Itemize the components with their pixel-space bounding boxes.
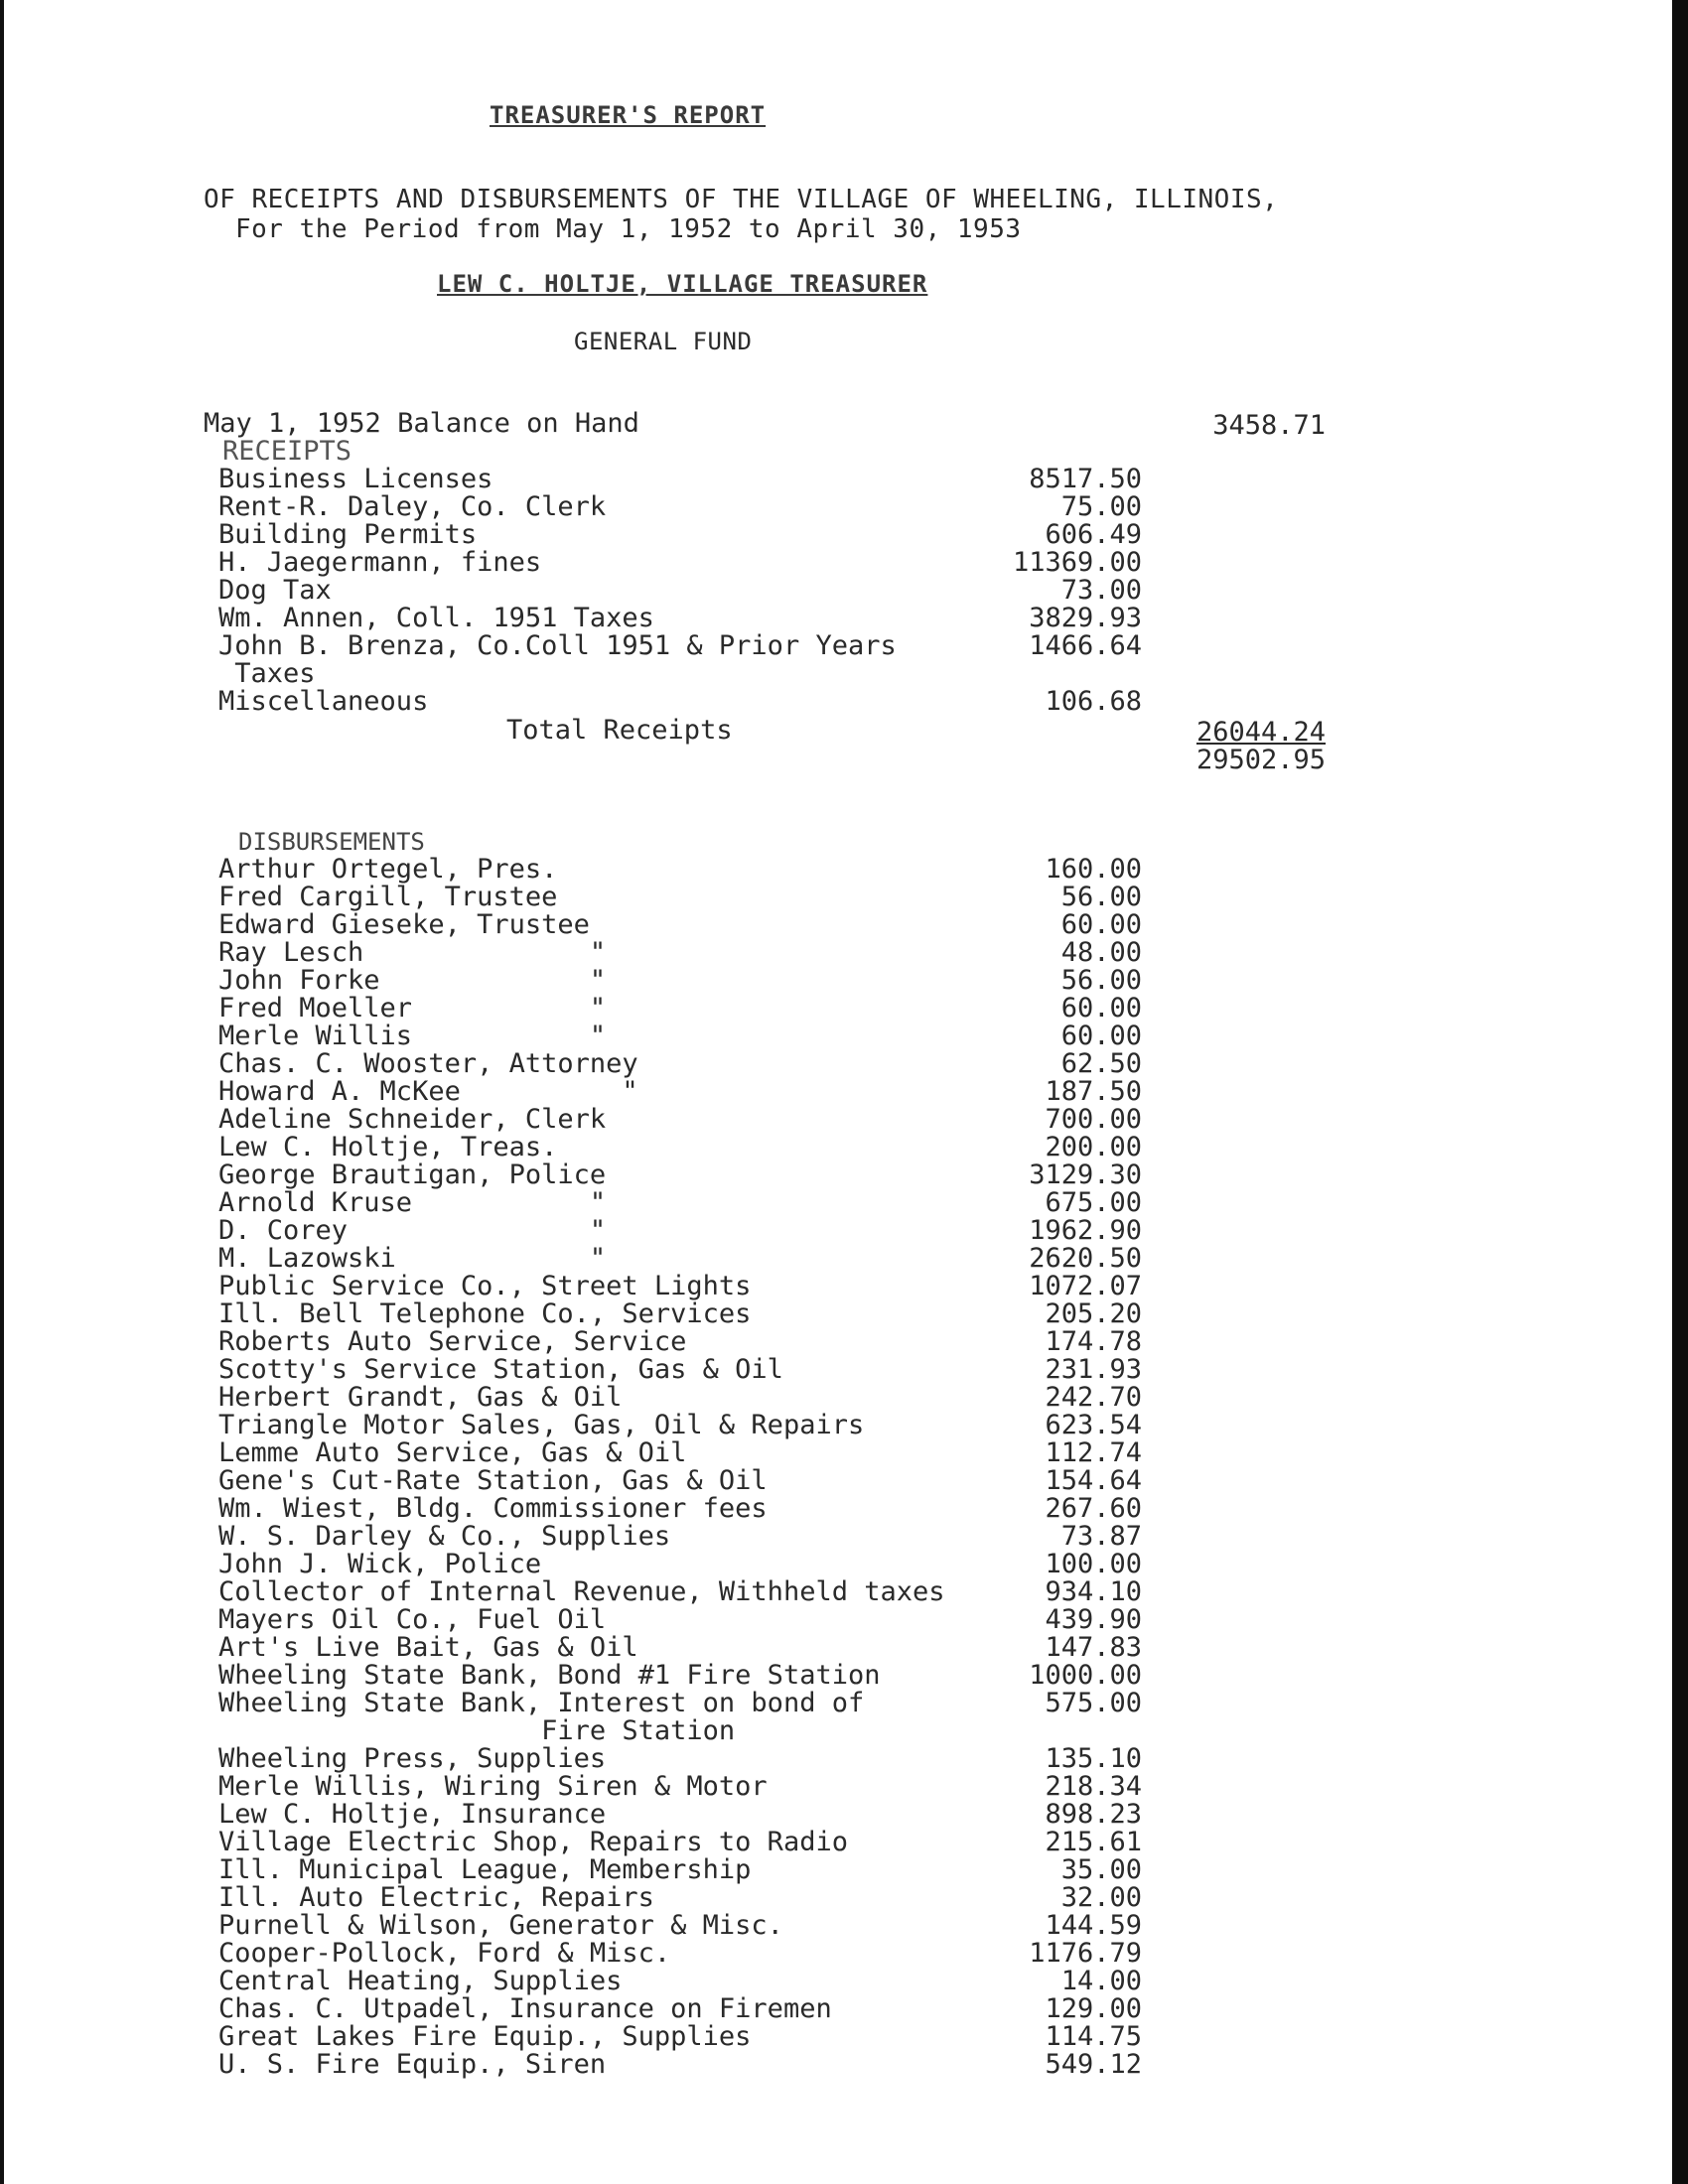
row-label: Wm. Annen, Coll. 1951 Taxes [218,603,654,633]
row-amount: 200.00 [1045,1132,1142,1162]
row-amount: 187.50 [1045,1076,1142,1107]
total-receipts-amount: 26044.24 [1196,717,1326,748]
table-row [0,2023,1688,2051]
table-row [0,1912,1688,1940]
row-amount: 48.00 [1060,937,1142,968]
row-label: Howard A. McKee " [218,1076,638,1107]
row-amount: 114.75 [1045,2021,1142,2052]
table-row [0,1106,1688,1134]
row-amount: 73.00 [1060,575,1142,606]
row-amount: 35.00 [1060,1854,1142,1885]
report-title: TREASURER'S REPORT [490,101,767,129]
row-label: Triangle Motor Sales, Gas, Oil & Repairs [218,1410,865,1440]
row-label: Mayers Oil Co., Fuel Oil [218,1604,607,1635]
row-label: Fire Station [218,1715,736,1746]
table-row [0,1995,1688,2023]
table-row [0,493,1688,521]
table-row [0,521,1688,549]
row-label: Edward Gieseke, Trustee [218,909,590,940]
table-row [0,1801,1688,1829]
total-receipts-label: Total Receipts [506,715,733,746]
row-amount: 73.87 [1060,1521,1142,1552]
row-amount: 144.59 [1045,1910,1142,1941]
row-label: Herbert Grandt, Gas & Oil [218,1382,623,1413]
row-label: Wheeling State Bank, Interest on bond of [218,1688,865,1718]
row-amount: 3829.93 [1029,603,1142,633]
grand-total-amount: 29502.95 [1196,745,1326,775]
row-label: John J. Wick, Police [218,1549,542,1579]
row-amount: 267.60 [1045,1493,1142,1524]
row-label: Adeline Schneider, Clerk [218,1104,607,1135]
balance-label: May 1, 1952 Balance on Hand [204,408,639,439]
row-label: Rent-R. Daley, Co. Clerk [218,491,607,522]
row-label: Business Licenses [218,464,493,494]
row-label: H. Jaegermann, fines [218,547,542,578]
table-row [0,1773,1688,1801]
table-row [0,1050,1688,1078]
row-label: Taxes [218,658,316,689]
row-amount: 129.00 [1045,1993,1142,2024]
row-amount: 1962.90 [1029,1215,1142,1246]
row-label: Public Service Co., Street Lights [218,1271,752,1301]
row-amount: 231.93 [1045,1354,1142,1385]
report-subtitle-line1: OF RECEIPTS AND DISBURSEMENTS OF THE VILLAGE OF WHEELING, ILLINOIS, [204,185,1279,214]
row-label: Lew C. Holtje, Insurance [218,1799,607,1830]
table-row [0,1829,1688,1856]
row-label: Arnold Kruse " [218,1187,607,1218]
table-row [0,967,1688,995]
row-label: Ray Lesch " [218,937,607,968]
row-amount: 56.00 [1060,882,1142,912]
row-label: U. S. Fire Equip., Siren [218,2049,607,2080]
row-amount: 1072.07 [1029,1271,1142,1301]
row-label: Great Lakes Fire Equip., Supplies [218,2021,752,2052]
table-row [0,1245,1688,1273]
row-amount: 934.10 [1045,1576,1142,1607]
row-amount: 549.12 [1045,2049,1142,2080]
row-amount: 898.23 [1045,1799,1142,1830]
table-row [0,1134,1688,1161]
row-amount: 439.90 [1045,1604,1142,1635]
table-row [0,1439,1688,1467]
row-amount: 154.64 [1045,1465,1142,1496]
row-label: Miscellaneous [218,686,429,717]
table-row [0,856,1688,884]
row-amount: 623.54 [1045,1410,1142,1440]
row-label: Ill. Auto Electric, Repairs [218,1882,654,1913]
row-label: Lew C. Holtje, Treas. [218,1132,558,1162]
table-row [0,1189,1688,1217]
row-label: Purnell & Wilson, Generator & Misc. [218,1910,783,1941]
row-amount: 147.83 [1045,1632,1142,1663]
row-label: Art's Live Bait, Gas & Oil [218,1632,638,1663]
table-row [0,1634,1688,1662]
table-row [0,605,1688,632]
row-amount: 8517.50 [1029,464,1142,494]
row-amount: 100.00 [1045,1549,1142,1579]
table-row [0,688,1688,716]
table-row [0,1217,1688,1245]
table-row [0,549,1688,577]
row-label: Building Permits [218,519,478,550]
row-amount: 1466.64 [1029,630,1142,661]
row-label: Fred Moeller " [218,993,607,1024]
row-amount: 56.00 [1060,965,1142,996]
row-amount: 700.00 [1045,1104,1142,1135]
row-amount: 60.00 [1060,909,1142,940]
row-amount: 675.00 [1045,1187,1142,1218]
row-amount: 135.10 [1045,1743,1142,1774]
table-row [0,1606,1688,1634]
table-row [0,1717,1688,1745]
table-row [0,1940,1688,1968]
row-label: Wm. Wiest, Bldg. Commissioner fees [218,1493,768,1524]
row-amount: 575.00 [1045,1688,1142,1718]
row-amount: 215.61 [1045,1827,1142,1857]
row-label: Chas. C. Utpadel, Insurance on Firemen [218,1993,832,2024]
row-amount: 606.49 [1045,519,1142,550]
table-row [0,1161,1688,1189]
row-label: Chas. C. Wooster, Attorney [218,1048,638,1079]
row-label: Merle Willis, Wiring Siren & Motor [218,1771,768,1802]
row-label: W. S. Darley & Co., Supplies [218,1521,671,1552]
table-row [0,1968,1688,1995]
row-label: George Brautigan, Police [218,1160,607,1190]
row-amount: 112.74 [1045,1437,1142,1468]
row-label: Collector of Internal Revenue, Withheld taxes [218,1576,945,1607]
table-row [0,660,1688,688]
table-row [0,1745,1688,1773]
table-row [0,466,1688,493]
table-row [0,1300,1688,1328]
table-row [0,2051,1688,2079]
table-row [0,1523,1688,1551]
row-amount: 3129.30 [1029,1160,1142,1190]
table-row [0,1078,1688,1106]
row-label: Village Electric Shop, Repairs to Radio [218,1827,848,1857]
row-amount: 62.50 [1060,1048,1142,1079]
report-subtitle-line2: For the Period from May 1, 1952 to April 30, 1953 [235,214,1022,244]
table-row [0,911,1688,939]
table-row [0,1356,1688,1384]
table-row [0,1467,1688,1495]
row-label: Dog Tax [218,575,332,606]
row-amount: 2620.50 [1029,1243,1142,1274]
row-label: M. Lazowski " [218,1243,607,1274]
row-label: John Forke " [218,965,607,996]
row-amount: 218.34 [1045,1771,1142,1802]
fund-heading: GENERAL FUND [574,328,753,355]
table-row [0,1023,1688,1050]
table-row [0,995,1688,1023]
row-label: Central Heating, Supplies [218,1966,623,1996]
balance-amount: 3458.71 [1212,410,1326,441]
table-row [0,1690,1688,1717]
row-label: Arthur Ortegel, Pres. [218,854,558,885]
row-label: Wheeling State Bank, Bond #1 Fire Station [218,1660,881,1691]
table-row [0,939,1688,967]
table-row [0,1412,1688,1439]
table-row [0,1578,1688,1606]
table-row [0,1884,1688,1912]
row-amount: 205.20 [1045,1298,1142,1329]
row-amount: 242.70 [1045,1382,1142,1413]
row-amount: 174.78 [1045,1326,1142,1357]
row-label: Merle Willis " [218,1021,607,1051]
table-row [0,1495,1688,1523]
row-label: Fred Cargill, Trustee [218,882,558,912]
row-label: Ill. Bell Telephone Co., Services [218,1298,752,1329]
row-label: Scotty's Service Station, Gas & Oil [218,1354,783,1385]
row-amount: 32.00 [1060,1882,1142,1913]
table-row [0,1328,1688,1356]
table-row [0,632,1688,660]
row-amount: 60.00 [1060,993,1142,1024]
row-amount: 60.00 [1060,1021,1142,1051]
row-label: Lemme Auto Service, Gas & Oil [218,1437,687,1468]
row-label: John B. Brenza, Co.Coll 1951 & Prior Years [218,630,897,661]
table-row [0,577,1688,605]
row-label: Cooper-Pollock, Ford & Misc. [218,1938,671,1969]
row-label: Wheeling Press, Supplies [218,1743,607,1774]
table-row [0,884,1688,911]
table-row [0,1662,1688,1690]
row-amount: 1176.79 [1029,1938,1142,1969]
receipts-heading: RECEIPTS [222,436,352,467]
row-amount: 160.00 [1045,854,1142,885]
table-row [0,1384,1688,1412]
row-amount: 1000.00 [1029,1660,1142,1691]
treasurer-name: LEW C. HOLTJE, VILLAGE TREASURER [437,270,928,298]
row-label: D. Corey " [218,1215,607,1246]
disbursements-heading: DISBURSEMENTS [238,828,425,856]
row-label: Roberts Auto Service, Service [218,1326,687,1357]
table-row [0,1856,1688,1884]
row-amount: 14.00 [1060,1966,1142,1996]
row-amount: 75.00 [1060,491,1142,522]
table-row [0,1551,1688,1578]
table-row [0,1273,1688,1300]
row-label: Ill. Municipal League, Membership [218,1854,752,1885]
row-label: Gene's Cut-Rate Station, Gas & Oil [218,1465,768,1496]
row-amount: 11369.00 [1012,547,1142,578]
row-amount: 106.68 [1045,686,1142,717]
